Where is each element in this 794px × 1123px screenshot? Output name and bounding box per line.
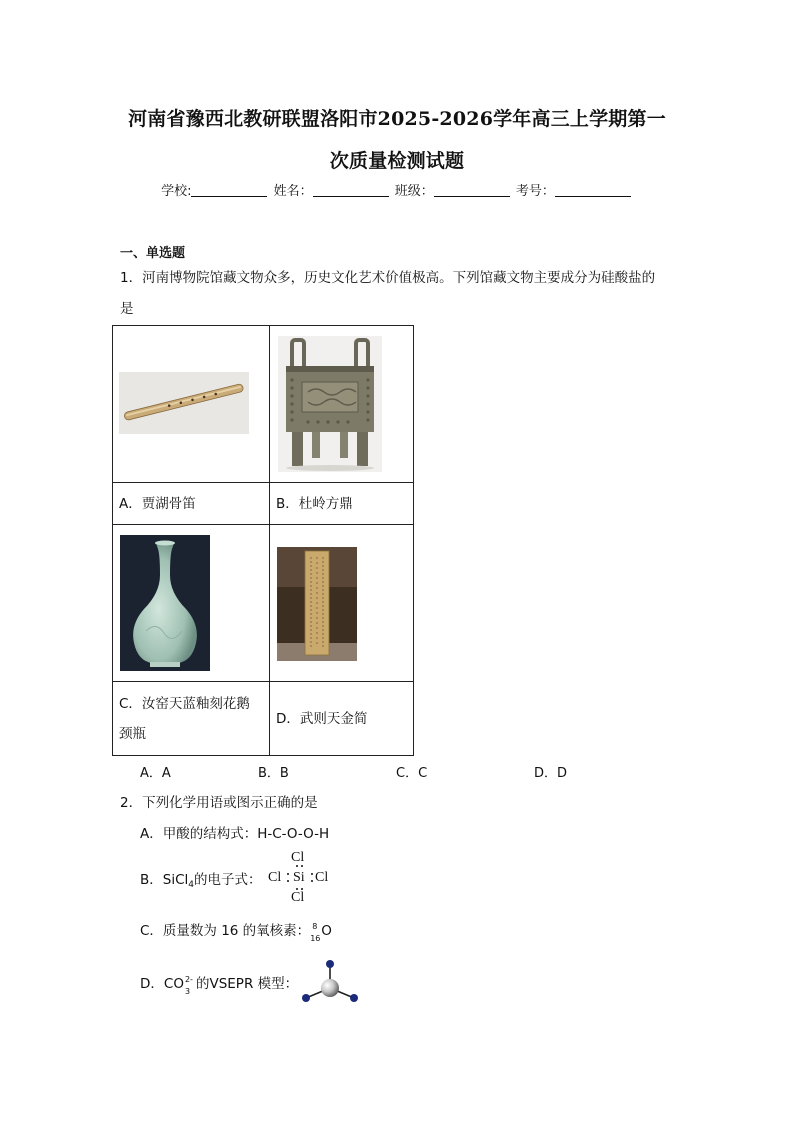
section-title: 一、单选题 xyxy=(120,246,186,261)
lewis-cl-left: Cl xyxy=(268,870,282,885)
name-label: 姓名： xyxy=(273,184,313,199)
class-label: 班级： xyxy=(394,184,434,199)
q1-image-table xyxy=(112,325,414,756)
student-info-line xyxy=(0,180,794,199)
cell-d-image xyxy=(270,525,414,682)
lewis-cl-top: Cl xyxy=(291,850,305,865)
nuclide-mass-number: 8 xyxy=(312,922,318,931)
q1-option-b[interactable]: B．B xyxy=(258,766,289,781)
q1-stem: 1．河南博物院馆藏文物众多，历史文化艺术价值极高。下列馆藏文物主要成分为硅酸盐的 xyxy=(120,270,656,286)
exam-no-blank[interactable] xyxy=(555,183,631,197)
cell-c-label: C．汝窑天蓝釉刻花鹅 颈瓶 xyxy=(113,682,270,756)
cell-b-image xyxy=(270,326,414,483)
q2-option-b[interactable]: B．SiCl$_4$的电子式： xyxy=(140,872,262,890)
cell-a-label: A．贾湖骨笛 xyxy=(113,483,270,525)
bone-flute-image xyxy=(119,372,249,434)
exam-no-label: 考号： xyxy=(515,184,555,199)
q1-option-d[interactable]: D．D xyxy=(534,766,568,781)
lewis-cl-right: Cl xyxy=(315,870,329,885)
cell-c-image xyxy=(113,525,270,682)
q1-stem-line2: 是 xyxy=(120,301,134,317)
lewis-si: Si xyxy=(293,870,305,885)
sicl4-lewis-structure xyxy=(266,850,336,908)
school-label: 学校: xyxy=(161,184,192,199)
school-blank[interactable] xyxy=(191,183,267,197)
celadon-vase-image xyxy=(120,535,210,671)
cell-a-image xyxy=(113,326,270,483)
q2-option-a[interactable]: A．甲酸的结构式：H-C-O-O-H xyxy=(140,826,330,842)
co3-vsepr-model-icon xyxy=(298,958,362,1006)
q1-option-a[interactable]: A．A xyxy=(140,766,171,781)
bronze-ding-image xyxy=(278,336,382,472)
q2-option-c[interactable]: C．质量数为 16 的氧核素： 8 16 O xyxy=(140,921,332,941)
q1-option-c[interactable]: C．C xyxy=(396,766,428,781)
q2-option-d[interactable]: D．CO 2- 3 的VSEPR 模型： xyxy=(140,975,299,996)
q2-stem: 2．下列化学用语或图示正确的是 xyxy=(120,795,318,811)
lewis-electron-dots xyxy=(266,850,336,908)
gold-slip-image xyxy=(277,547,357,661)
cell-b-label: B．杜岭方鼎 xyxy=(270,483,414,525)
name-blank[interactable] xyxy=(313,183,389,197)
nuclide-atomic-number: 16 xyxy=(310,934,321,943)
cell-d-label: D．武则天金简 xyxy=(270,682,414,756)
class-blank[interactable] xyxy=(434,183,510,197)
page-title: 河南省豫西北教研联盟洛阳市2025-2026学年高三上学期第一 xyxy=(128,108,666,130)
page-title-line2: 次质量检测试题 xyxy=(329,150,465,172)
lewis-cl-bottom: Cl xyxy=(291,890,305,905)
